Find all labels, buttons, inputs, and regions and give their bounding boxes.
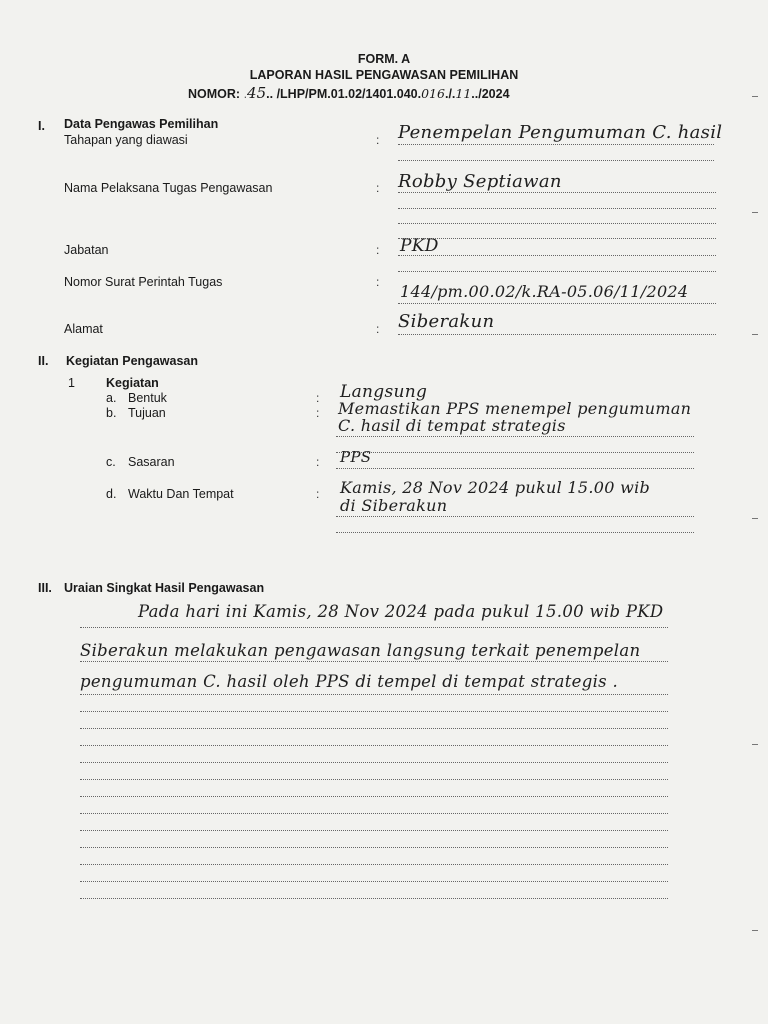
nomor-year: /2024 xyxy=(478,87,510,101)
row-sasaran-value: PPS xyxy=(340,448,372,466)
kegiatan-number: 1 xyxy=(68,376,75,390)
field-alamat-label: Alamat xyxy=(64,322,103,336)
nomor-hand-1: 016 xyxy=(421,86,445,101)
row-tujuan-letter: b. xyxy=(106,406,117,420)
field-tahapan-value: Penempelan Pengumuman C. hasil xyxy=(398,122,723,143)
row-waktu-value-2: di Siberakun xyxy=(340,496,448,515)
section-3-numeral: III. xyxy=(38,581,52,595)
field-surat-value: 144/pm.00.02/k.RA-05.06/11/2024 xyxy=(400,282,689,301)
report-title: LAPORAN HASIL PENGAWASAN PEMILIHAN xyxy=(249,68,519,82)
nomor-label: NOMOR: xyxy=(188,87,241,101)
row-bentuk-value: Langsung xyxy=(340,382,428,402)
section-2-numeral: II. xyxy=(38,354,49,368)
report-page: FORM. A LAPORAN HASIL PENGAWASAN PEMILIHAN NOMOR: .45.. /LHP/PM.01.02/1401.040.016./.11../2024 I. Data Pengawas Pemilihan Tahapan yang diawasi : Penempelan Pengumuman C. hasil Nama Pelaksana Tugas Pengawasan : Robby Septiawan Jabatan : PKD Nomor Surat Perintah Tugas : 144/pm.00.02/k.RA-05.06/11/2024 Alamat : Siberakun II. Kegiatan Pengawasan 1 Kegiatan a. Bentuk : Langsung b. Tujuan : Memastikan PPS menempel pengumuman C. hasil di tempat strategis c. Sasaran : PPS d. Waktu Dan Tempat : Kamis, 28 Nov 2024 pukul 15.00 wib di Siberakun III. Uraian Singkat Hasil Pengawasan Pada hari ini Kamis, 28 Nov 2024 pada pukul 15.00 wib PKD Siberakun melakukan pengawasan langsung terkait penempelan pengumuman C. hasil oleh PPS di tempel di tempat strategis . xyxy=(0,0,768,1024)
field-alamat-value: Siberakun xyxy=(398,311,495,332)
row-waktu-label: Waktu Dan Tempat xyxy=(128,487,234,501)
nomor-code: /LHP/PM.01.02/1401.040. xyxy=(276,87,422,101)
row-tujuan-label: Tujuan xyxy=(128,406,166,420)
field-jabatan-value: PKD xyxy=(400,236,439,256)
row-waktu-letter: d. xyxy=(106,487,117,501)
row-bentuk-label: Bentuk xyxy=(128,391,167,405)
nomor-hand-2: 11 xyxy=(455,86,472,101)
row-sasaran-label: Sasaran xyxy=(128,455,175,469)
nomor-prefix-dots: .. xyxy=(266,87,274,101)
row-sasaran-letter: c. xyxy=(106,455,116,469)
nomor-seq: 45 xyxy=(247,84,267,102)
uraian-line-1: Pada hari ini Kamis, 28 Nov 2024 pada pukul 15.00 wib PKD xyxy=(138,602,664,621)
section-2-title: Kegiatan Pengawasan xyxy=(66,354,198,368)
report-number: NOMOR: .45.. /LHP/PM.01.02/1401.040.016./.11../2024 xyxy=(188,84,510,102)
section-1-numeral: I. xyxy=(38,119,45,133)
section-1-title: Data Pengawas Pemilihan xyxy=(64,117,219,131)
form-title: FORM. A xyxy=(357,52,411,66)
uraian-line-2: Siberakun melakukan pengawasan langsung terkait penempelan xyxy=(80,641,641,660)
field-surat-label: Nomor Surat Perintah Tugas xyxy=(64,275,223,289)
field-nama-label: Nama Pelaksana Tugas Pengawasan xyxy=(64,181,273,195)
row-bentuk-letter: a. xyxy=(106,391,117,405)
section-3-title: Uraian Singkat Hasil Pengawasan xyxy=(64,581,265,595)
row-waktu-value: Kamis, 28 Nov 2024 pukul 15.00 wib xyxy=(340,478,651,497)
field-tahapan-label: Tahapan yang diawasi xyxy=(64,133,188,147)
row-tujuan-value: Memastikan PPS menempel pengumuman xyxy=(338,399,692,418)
row-tujuan-value-2: C. hasil di tempat strategis xyxy=(338,416,566,435)
kegiatan-title: Kegiatan xyxy=(106,376,159,390)
field-jabatan-label: Jabatan xyxy=(64,243,109,257)
uraian-line-3: pengumuman C. hasil oleh PPS di tempel di tempat strategis . xyxy=(80,672,619,691)
field-nama-value: Robby Septiawan xyxy=(398,171,562,192)
